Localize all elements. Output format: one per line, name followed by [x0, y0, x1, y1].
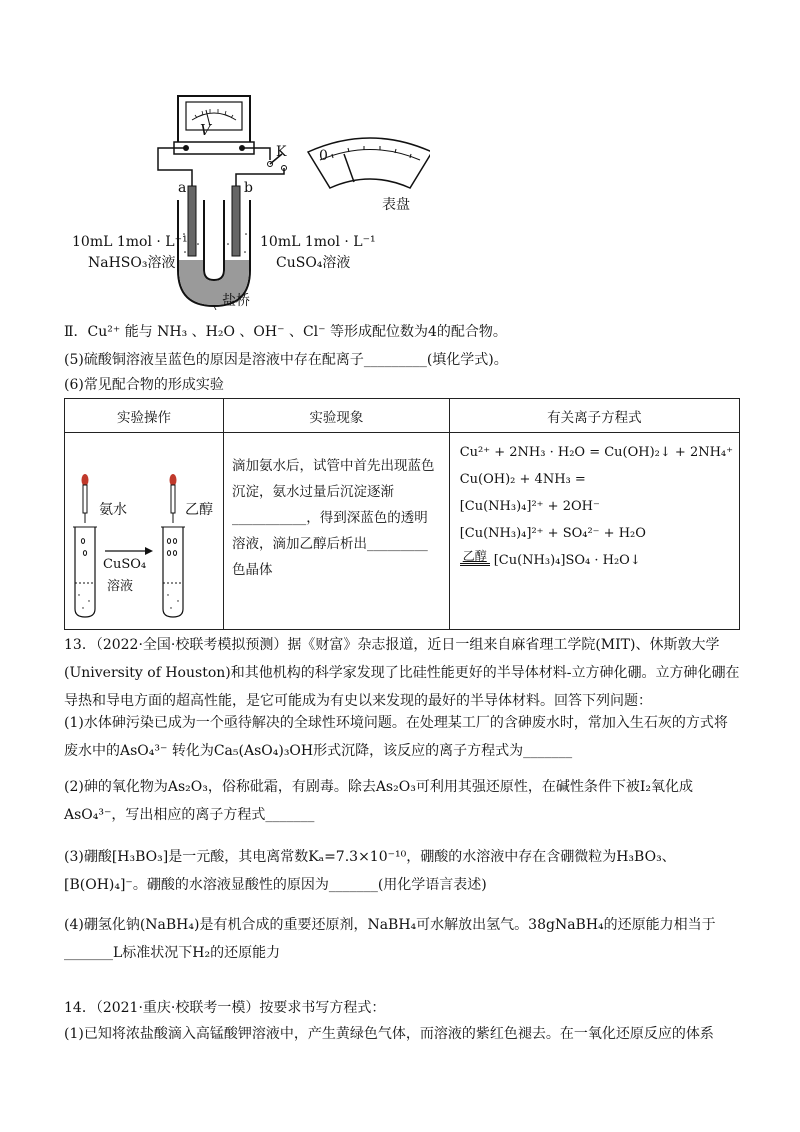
table-header: 实验操作: [65, 399, 224, 433]
equation-cell: [449, 433, 739, 630]
electrode-a-label: a: [178, 180, 187, 196]
part2-intro: Ⅱ．Cu²⁺ 能与 NH₃ 、H₂O 、OH⁻ 、Cl⁻ 等形成配位数为4的配合物。: [64, 324, 507, 340]
electrode-a-icon: [188, 186, 196, 256]
right-conc-label: 10mL 1mol · L⁻¹: [260, 234, 376, 250]
phenomenon-text: 滴加氨水后，试管中首先出现蓝色沉淀，氨水过量后沉淀逐渐___________，得到深蓝色的透明溶液，滴加乙醇后析出_________色晶体: [232, 458, 435, 578]
question-6: (6)常见配合物的形成实验: [64, 377, 224, 393]
switch-label: K: [276, 144, 287, 160]
reagent-label-line1: CuSO₄: [103, 557, 147, 572]
question-14-intro: 14．（2021·重庆·校联考一模）按要求书写方程式：: [64, 1000, 386, 1016]
equation-line: Cu(OH)₂ + 4NH₃ =: [459, 472, 586, 487]
electrode-b-label: b: [244, 180, 253, 196]
question-5: (5)硫酸铜溶液呈蓝色的原因是溶液中存在配离子_________(填化学式)。: [64, 352, 508, 368]
voltmeter-label: V: [200, 121, 211, 139]
equation-line: [Cu(NH₃)₄]SO₄ · H₂O↓: [493, 553, 641, 568]
phenomenon-cell: [224, 433, 450, 630]
question-13-part4: (4)硼氢化钠(NaBH₄)是有机合成的重要还原剂，NaBH₄可水解放出氢气。38gNaBH₄的还原能力相当于_______L标准状况下H₂的还原能力: [64, 917, 716, 961]
equation-line: [Cu(NH₃)₄]²⁺ + 2OH⁻: [459, 499, 600, 514]
salt-bridge-label: 盐桥: [222, 293, 250, 309]
question-13-part3: (3)硼酸[H₃BO₃]是一元酸，其电离常数Kₐ=7.3×10⁻¹⁰，硼酸的水溶液中存在含硼微粒为H₃BO₃、[B(OH)₄]⁻。硼酸的水溶液显酸性的原因为_______(用化学语言表述): [64, 849, 676, 893]
experiment-table: [64, 398, 740, 630]
electrode-b-icon: [232, 186, 240, 256]
ethanol-label: 乙醇: [185, 502, 213, 518]
ethanol-condition: 乙醇: [462, 549, 487, 563]
dial-zero-label: 0: [319, 148, 328, 164]
ammonia-label: 氨水: [99, 502, 127, 518]
table-header: 实验现象: [224, 399, 450, 433]
left-conc-label: 10mL 1mol · L⁻¹: [72, 234, 188, 250]
test-tube-diagram: [65, 433, 223, 629]
equation-line: [Cu(NH₃)₄]²⁺ + SO₄²⁻ + H₂O: [459, 526, 646, 541]
reagent-label-line2: 溶液: [107, 579, 134, 594]
operation-cell: [65, 433, 224, 630]
question-14-part1: (1)已知将浓盐酸滴入高锰酸钾溶液中，产生黄绿色气体，而溶液的紫红色褪去。在一氧化还原反应的体系: [64, 1026, 714, 1042]
electrochemical-cell-figure: [70, 84, 430, 310]
right-solution-label: CuSO₄溶液: [276, 255, 351, 271]
left-solution-label: NaHSO₃溶液: [88, 255, 176, 271]
table-header: 有关离子方程式: [449, 399, 739, 433]
question-13-part1: (1)水体砷污染已成为一个亟待解决的全球性环境问题。在处理某工厂的含砷废水时，常加入生石灰的方式将废水中的AsO₄³⁻ 转化为Ca₅(AsO₄)₃OH形式沉降，该反应的离子方程式为_______: [64, 715, 728, 759]
question-13-intro: 13．（2022·全国·校联考模拟预测）据《财富》杂志报道，近日一组来自麻省理工学院(MIT)、休斯敦大学(University of Houston)和其他机构的科学家发现了比硅性能更好的半导体材料-立方砷化硼。立方砷化硼在导热和导电方面的超高性能，是它可能成为有史以来发现的最好的半导体材料。回答下列问题：: [64, 637, 740, 709]
question-13-part2: (2)砷的氧化物为As₂O₃，俗称砒霜，有剧毒。除去As₂O₃可利用其强还原性，在碱性条件下被I₂氧化成AsO₄³⁻，写出相应的离子方程式_______: [64, 779, 693, 823]
dial-caption: 表盘: [382, 197, 410, 213]
voltmeter-window: [186, 102, 242, 130]
equation-line: Cu²⁺ + 2NH₃ · H₂O = Cu(OH)₂↓ + 2NH₄⁺: [459, 445, 733, 460]
